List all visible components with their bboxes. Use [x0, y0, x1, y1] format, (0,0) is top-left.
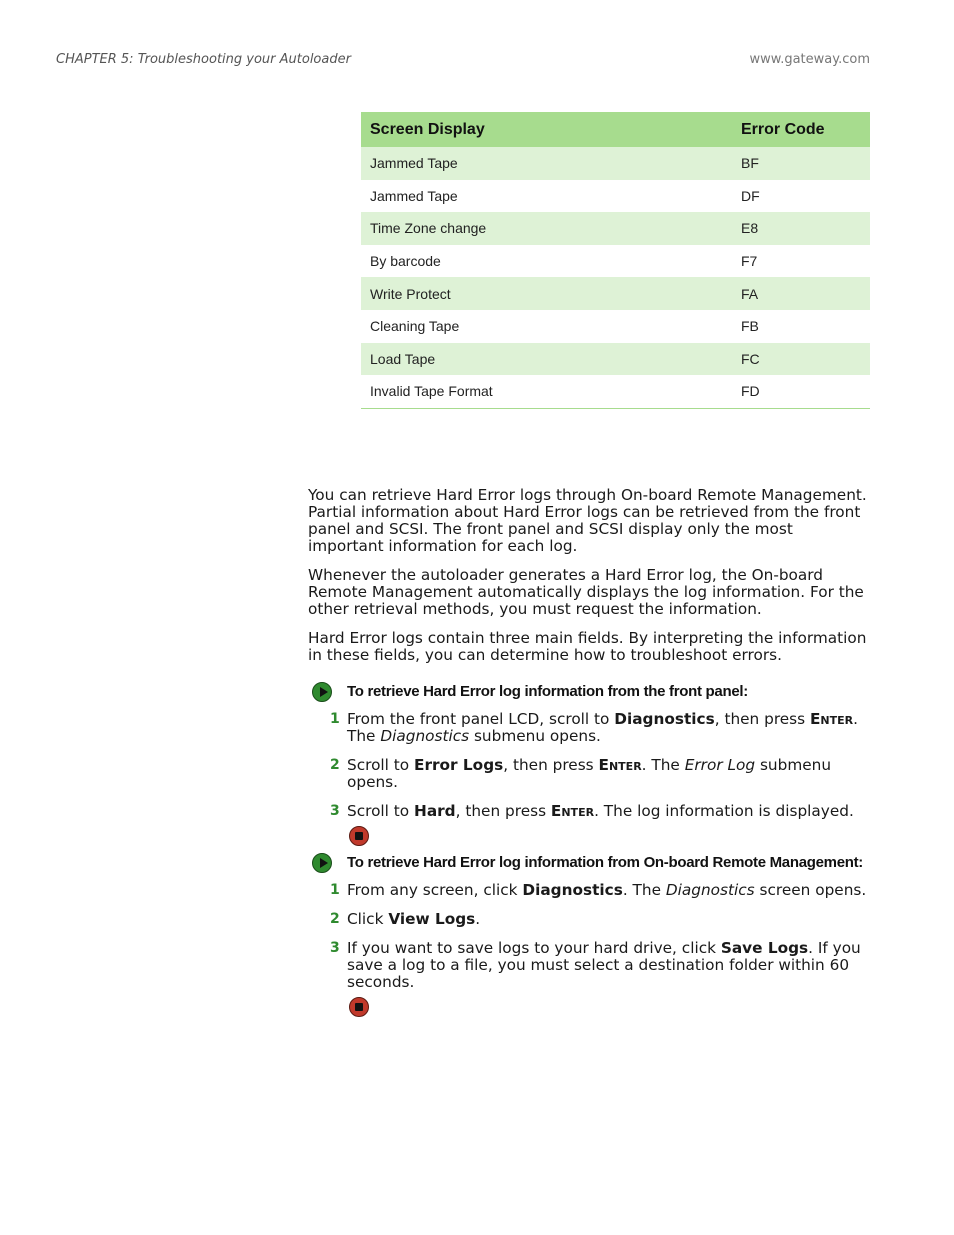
table-row — [361, 245, 870, 278]
step-list — [312, 711, 872, 820]
step-text: . — [475, 910, 481, 928]
step-list — [312, 882, 872, 991]
error-code-cell: FA — [732, 277, 870, 310]
procedure-remote-management — [312, 853, 872, 1017]
table-row — [361, 212, 870, 245]
button-term: Save Logs — [720, 939, 809, 957]
step-text: From any screen, click — [347, 881, 523, 899]
step-number: 3 — [330, 940, 340, 956]
list-item — [312, 803, 872, 820]
table-row — [361, 310, 870, 343]
step-text: submenu opens. — [469, 727, 601, 745]
paragraph: Whenever the autoloader generates a Hard Error log, the On-board Remote Management automatically displays the log information. For the other retrieval methods, you must request the information. — [308, 566, 864, 618]
table-row — [361, 147, 870, 180]
step-text: . If you save a log to a file, you must select a destination folder within 60 seconds. — [347, 939, 861, 991]
error-code-cell: F7 — [741, 253, 758, 270]
error-code-cell: BF — [732, 147, 870, 180]
step-text: , then press — [503, 756, 599, 774]
paragraph: Hard Error logs contain three main fields. By interpreting the information in these fields, you can determine how to troubleshoot errors. — [308, 629, 867, 664]
body-text — [308, 487, 873, 676]
error-code-cell: FD — [732, 375, 870, 408]
error-code-cell: DF — [741, 187, 760, 204]
menu-term: Diagnostics — [522, 881, 623, 899]
step-text: submenu opens. — [347, 756, 832, 791]
table-row — [361, 277, 870, 310]
procedure-heading — [312, 853, 872, 875]
key-name: Enter — [598, 756, 642, 774]
play-icon — [312, 853, 332, 873]
list-item — [312, 757, 872, 791]
step-number: 2 — [330, 911, 340, 927]
list-item — [312, 711, 872, 745]
step-number: 1 — [330, 882, 340, 898]
list-item — [312, 882, 872, 899]
table-row — [361, 375, 870, 408]
step-text: screen opens. — [754, 881, 867, 899]
step-number: 2 — [330, 757, 340, 773]
step-text: . The — [347, 710, 859, 745]
screen-display-cell: Invalid Tape Format — [361, 375, 732, 408]
chapter-header: CHAPTER 5: Troubleshooting your Autoloader — [56, 52, 351, 67]
screen-name: Diagnostics — [665, 881, 755, 899]
button-term: View Logs — [388, 910, 476, 928]
screen-display-cell: Jammed Tape — [370, 187, 458, 204]
step-text: Scroll to — [347, 756, 415, 774]
table-header-row — [361, 112, 870, 147]
error-code-cell: E8 — [732, 212, 870, 245]
step-text: . The log information is displayed. — [594, 802, 854, 820]
column-header-screen-display: Screen Display — [361, 112, 732, 147]
screen-display-cell: Write Protect — [361, 277, 732, 310]
screen-name: Diagnostics — [380, 727, 470, 745]
key-name: Enter — [550, 802, 595, 820]
screen-display-cell: Jammed Tape — [361, 147, 732, 180]
step-text: From the front panel LCD, scroll to — [347, 710, 615, 728]
step-number: 3 — [330, 803, 340, 819]
key-name: Enter — [809, 710, 854, 728]
procedure-front-panel — [312, 682, 872, 846]
table-row — [361, 343, 870, 376]
error-code-cell: FB — [741, 318, 759, 335]
procedure-title: To retrieve Hard Error log information from On-board Remote Management: — [347, 854, 863, 871]
menu-term: Error Logs — [414, 756, 504, 774]
procedure-heading — [312, 682, 872, 704]
step-text: If you want to save logs to your hard drive, click — [347, 939, 721, 957]
step-text: , then press — [714, 710, 810, 728]
stop-icon — [349, 826, 369, 846]
paragraph: You can retrieve Hard Error logs through On-board Remote Management. Partial information about Hard Error logs can be retrieved from the front panel and SCSI. The front panel and SCSI display only the most important information for each log. — [308, 486, 867, 555]
list-item — [312, 911, 872, 928]
step-text: Click — [347, 910, 389, 928]
play-icon — [312, 682, 332, 702]
screen-name: Error Log — [684, 756, 756, 774]
step-text: . The — [641, 756, 685, 774]
screen-display-cell: Load Tape — [361, 343, 732, 376]
step-text: Scroll to — [347, 802, 415, 820]
table-row — [361, 180, 870, 213]
list-item — [312, 940, 872, 991]
error-code-table — [361, 112, 870, 409]
stop-icon — [349, 997, 369, 1017]
column-header-error-code: Error Code — [732, 112, 870, 147]
menu-term: Diagnostics — [614, 710, 715, 728]
step-number: 1 — [330, 711, 340, 727]
step-text: , then press — [455, 802, 551, 820]
error-code-cell: FC — [732, 343, 870, 376]
menu-term: Hard — [414, 802, 456, 820]
screen-display-cell: By barcode — [370, 253, 441, 270]
website-link[interactable]: www.gateway.com — [749, 52, 870, 67]
procedure-title: To retrieve Hard Error log information from the front panel: — [347, 683, 748, 700]
screen-display-cell: Time Zone change — [361, 212, 732, 245]
screen-display-cell: Cleaning Tape — [370, 318, 460, 335]
step-text: . The — [622, 881, 666, 899]
